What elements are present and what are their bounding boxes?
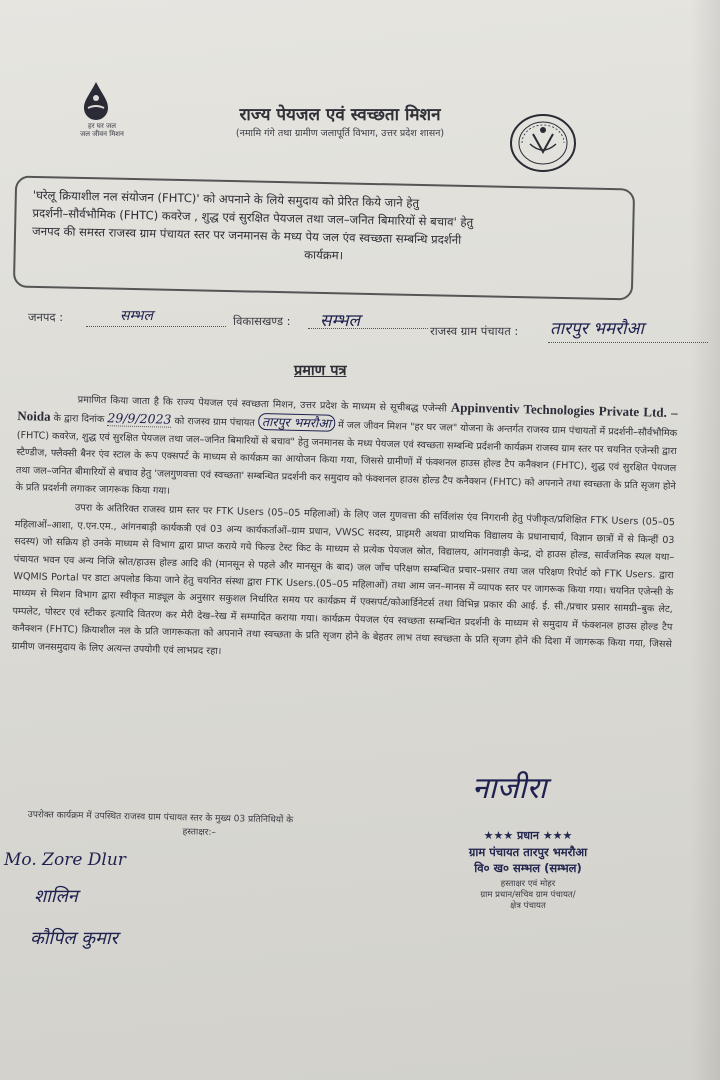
stamp-gram-panchayat: ग्राम पंचायत तारपुर भमरौआ [468,845,588,859]
stamp-sign-seal-label: हस्ताक्षर एवं मोहर [500,879,556,889]
janpad-value: सम्भल [120,308,153,324]
location-fields-row [28,306,718,346]
topic-line-2: प्रदर्शनी–सौर्वभौमिक (FHTC) कवरेज , शुद्ध एवं सुरक्षित पेयजल तथा जल–जनित बिमारियों से बचाव' हेतु [32,205,474,230]
gram-panchayat-label: राजस्व ग्राम पंचायत : [430,324,519,338]
body-p1-gp-label: को राजस्व ग्राम पंचायत [174,416,255,430]
signatures-note-line1: उपरोक्त कार्यक्रम में उपस्थित राजस्व ग्राम पंचायत स्तर के मुख्य 03 प्रतिनिधियों के [27,809,294,826]
up-government-seal [508,112,578,174]
stamp-kshetra-label: क्षेत्र पंचायत [510,901,546,911]
body-p1-intro: प्रमाणित किया जाता है कि राज्य पेयजल एवं स्वच्छता मिशन, उत्तर प्रदेश के माध्यम से सूचीबद्ध एजेन्सी [77,394,447,415]
program-date: 29/9/2023 [107,410,172,428]
stamp-role-label: ग्राम प्रधान/सचिव ग्राम पंचायत/ [480,890,576,900]
logo-text-line2: जल जीवन मिशन [80,130,124,138]
signatures-note-line2: हस्ताक्षर:– [182,827,217,838]
signature-1: Mo. Zore Dlur [4,850,126,870]
topic-line-4: कार्यक्रम। [304,247,344,263]
body-paragraph-2: उपरा के अतिरिक्त राजस्व ग्राम स्तर पर FTK Users (05–05 महिलाओं) के लिए जल गुणवत्ता की सर्विलांस एंव निगरानी हेतु पंजीकृत/प्रशिक्षित FTK Users (05–05 महिलाओं–आशा, ए.एन.एम., आंगनबाड़ी कार्यकत्री एवं 03 अन्य कार्यकर्ताओं–ग्राम प्रधान, VWSC सदस्य, प्राइमरी अथवा प्राथमिक विद्यालय के प्रधानाचार्य, विज्ञान छात्रों में से किन्हीं 03 सदस्य) जो सक्रिय हो उनके माध्यम से विभाग द्वारा प्राप्त कराये गये फिल्ड टेस्ट किट के माध्यम से प्रत्येक पेयजल स्रोत, विद्यालय, आंगनवाड़ी केन्द्र, दो हाउस होल्ड, सार्वजनिक स्थल यथा–पंचायत भवन एव अन्य निजि स्रोत/हाउस होल्ड आदि की (मानसून से पहले और मानसून के बाद) जल जाँच परिक्षण सम्बन्धित प्रचार–प्रसार तथा जल परिक्षण रिपोर्ट को FTK Users. द्वारा WQMIS Portal पर डाटा अपलोड किया जाने हेतु चयनित संस्था द्वारा FTK Users.(05–05 महिलाओं) तथा आम जन–मानस में व्यापक स्तर पर जागरूक किया गया। चयनित एजेन्सी के माध्यम से मिशन विभाग द्वारा स्वीकृत माड्यूल के अनुसार सकुशल निर्धारित समय पर कार्यक्रम में एक्सपर्ट/कोआर्डिनेटर्स तथा विभिन्न प्रकार की आई. ई. सी./प्रचार प्रसार सामग्री–बुक लेट, पम्पलेट, पोस्टर एवं स्टीकर इत्यादि वितरण कर मेरी देख–रेख में सम्पादित कराया गया। कार्यक्रम पेयजल एंव स्वच्छता सम्बन्धित प्रदर्शनी के माध्यम से समुदाय में फंक्शनल हाउस होल्ड टैप कनैक्शन (FHTC) क्रियाशील नल के प्रति जागरूकता को अपनाने तथा स्वच्छता के प्रति सृजग होने के बेहतर लाभ तथा स्वच्छता के प्रति सृजग होने की दिशा में जागरूक किया गया, जिससे ग्रामीण जनसमुदाय के लिए अत्यन्त उपयोगी एवं लाभप्रद रहा। [11,502,676,657]
gram-panchayat-value: तारपुर भमरौआ [550,319,644,339]
topic-line-1: 'घरेलू क्रियाशील नल संयोजन (FHTC)' को अपनाने के लिये समुदाय को प्रेरित किये जाने हेतु [32,187,420,210]
stamp-pradhan-title: ★★★ प्रधान ★★★ [483,829,573,842]
block-label: विकासखण्ड : [233,314,291,328]
program-topic-box [13,176,635,301]
signatures-note [27,808,427,844]
seal-emblem-icon [508,112,578,174]
agency-name: Appinventiv Technologies Private Ltd. – Noida [17,399,678,425]
organization-title: राज्य पेयजल एवं स्वच्छता मिशन [239,105,441,125]
janpad-label: जनपद : [28,310,64,324]
body-p1-details: में जल जीवन मिशन "हर घर जल" योजना के अन्तर्गत राजस्व ग्राम पंचायतों में प्रदर्शनी–सौर्वभौमिक (FHTC) कवरेज, शुद्ध एवं सुरक्षित पेयजल तथा जल–जनित बिमारियों से बचाव" हेतु जनमानस के मध्य पेयजल एवं स्वच्छता सम्बन्धि प्रर्दशनी कार्यक्रम राजस्व ग्राम स्तर पर चयनित एजेन्सी द्वारा स्टैण्डीज, फ्लैक्सी बैनर एंव स्टाल के रूप एक्सपर्ट के माध्यम से कार्यक्रम का आयोजन किया गया, जिससे ग्रामीणों में फंक्शनल हाउस होल्ड टैप कनैक्शन (FHTC), शुद्ध एवं सुरक्षित पेयजल तथा जल–जनित बीमारियों से बचाव हेतु 'जलगुणवत्ता एवं स्वच्छता' सम्बन्धित प्रदर्शनी कर समुदाय को फंक्शनल हाउस होल्ड टैप कनैक्शन (FHTC) को अपनाने तथा स्वच्छता के प्रति सृजग होने के प्रति प्रदर्शनी लगाकर जागरूक किया गया। [15,420,678,497]
pradhan-signature: नाजीरा [472,771,547,806]
body-paragraph-1 [15,388,677,513]
logo-text-line1: हर घर जल [88,122,116,130]
certificate-body [11,388,677,671]
topic-line-3: जनपद की समस्त राजस्व ग्राम पंचायत स्तर पर जनमानस के मध्य पेय जल एंव स्वच्छता सम्बन्धि प्रदर्शनी [31,223,462,247]
body-p1-date-label: के द्वारा दिनांक [53,413,105,426]
signature-3: कौपिल कुमार [30,928,118,949]
signature-2: शालिन [34,886,78,907]
block-value: सम्भल [320,311,361,331]
organization-subtitle: (नमामि गंगे तथा ग्रामीण जलापूर्ति विभाग, उत्तर प्रदेश शासन) [235,128,445,139]
har-ghar-jal-logo [72,78,132,148]
handwritten-gram-panchayat: तारपुर भमरौआ [258,413,335,432]
pradhan-stamp [418,828,638,911]
certificate-title: प्रमाण पत्र [294,363,347,379]
stamp-block-district: वि० ख० सम्भल (सम्भल) [474,861,582,875]
